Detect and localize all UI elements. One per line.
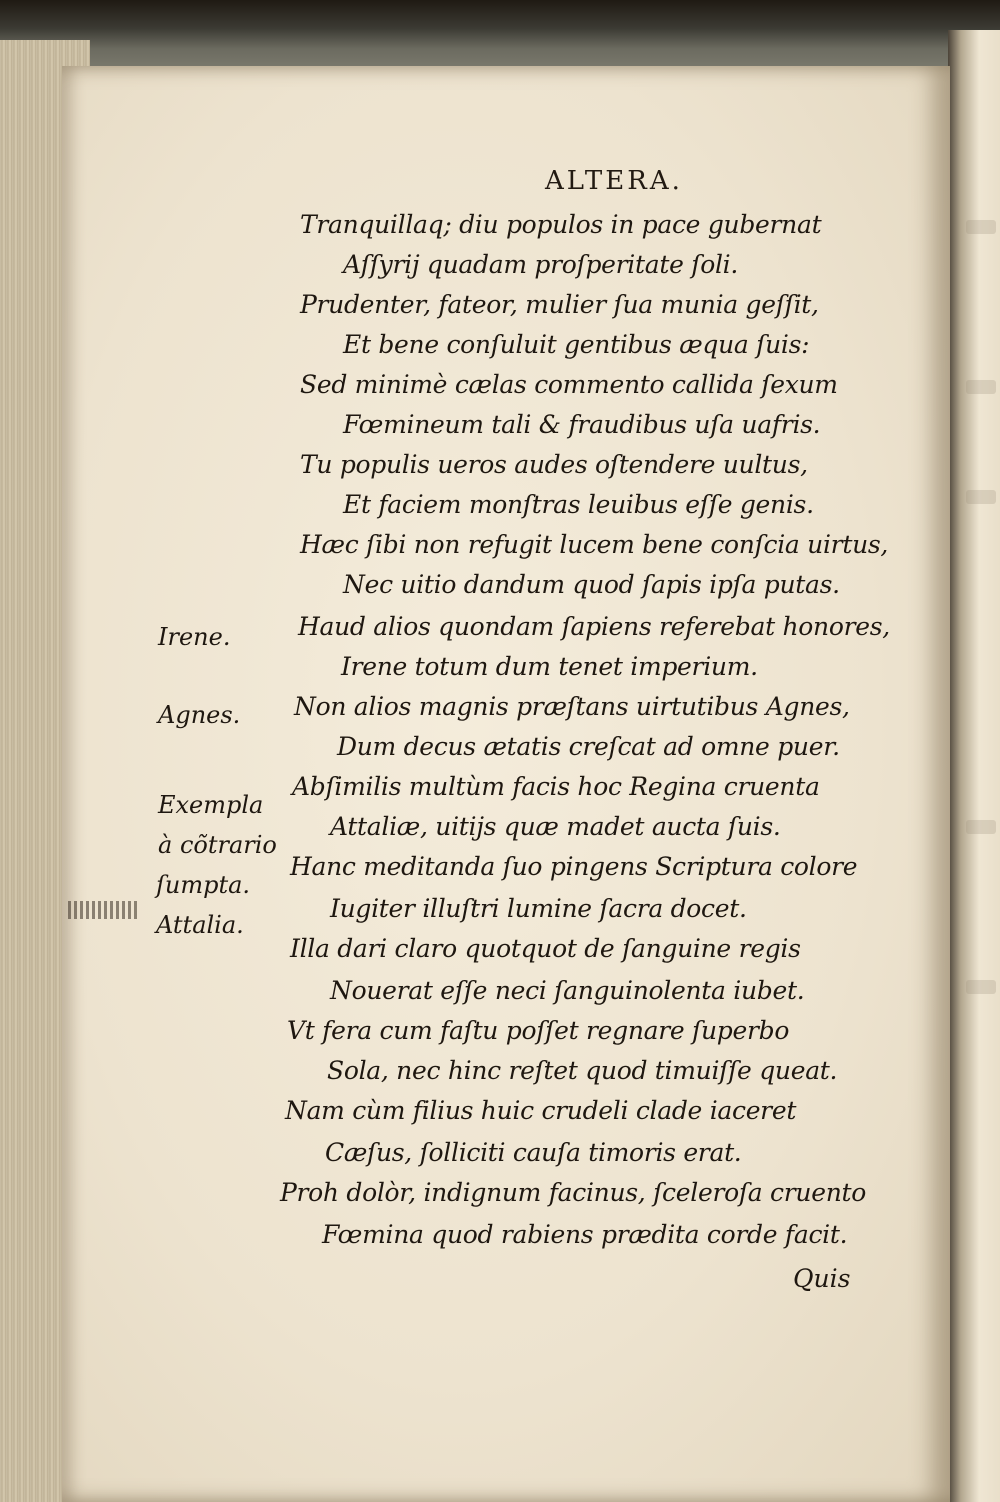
bleed-through-mark [966, 380, 996, 394]
facing-page-edge [948, 30, 1000, 1502]
margin-note: à cõtrario [158, 831, 277, 859]
verse-line: Attaliæ, uitijs quæ madet aucta ſuis. [330, 812, 781, 841]
margin-note: Agnes. [158, 701, 241, 729]
verse-line: Fœmina quod rabiens prædita corde facit. [322, 1220, 848, 1249]
bleed-through-mark [966, 980, 996, 994]
book-top-edge [0, 0, 1000, 70]
verse-line: Hanc meditanda ſuo pingens Scriptura colore [290, 852, 858, 881]
gutter-ink-mark [68, 901, 138, 919]
bleed-through-mark [966, 220, 996, 234]
catchword: Quis [793, 1264, 851, 1293]
verse-line: Et faciem monſtras leuibus eſſe genis. [343, 490, 814, 519]
verse-line: Non alios magnis præſtans uirtutibus Agnes, [294, 692, 850, 721]
verse-line: Fœmineum tali & fraudibus uſa uafris. [343, 410, 821, 439]
verse-line: Aſſyrij quadam proſperitate ſoli. [343, 250, 738, 279]
verse-line: Tu populis ueros audes oſtendere uultus, [300, 450, 808, 479]
running-head: ALTERA. [545, 166, 683, 196]
verse-line: Hæc ſibi non refugit lucem bene conſcia uirtus, [300, 530, 889, 559]
verse-line: Et bene conſuluit gentibus æqua ſuis: [343, 330, 810, 359]
verse-line: Iugiter illuſtri lumine ſacra docet. [330, 894, 747, 923]
bleed-through-mark [966, 490, 996, 504]
margin-note: ſumpta. [156, 871, 251, 899]
verse-line: Tranquillaq; diu populos in pace gubernat [300, 210, 822, 239]
margin-note: Irene. [158, 623, 231, 651]
margin-note: Attalia. [156, 911, 244, 939]
bleed-through-mark [966, 820, 996, 834]
margin-note: Exempla [158, 791, 264, 819]
verse-line: Nam cùm filius huic crudeli clade iaceret [285, 1096, 797, 1125]
verse-line: Irene totum dum tenet imperium. [341, 652, 758, 681]
verse-line: Prudenter, fateor, mulier ſua munia geſſit, [300, 290, 819, 319]
verse-line: Nouerat eſſe neci ſanguinolenta iubet. [330, 976, 805, 1005]
verse-line: Vt fera cum faſtu poſſet regnare ſuperbo [287, 1016, 790, 1045]
verse-line: Haud alios quondam ſapiens referebat honores, [298, 612, 890, 641]
verse-line: Abſimilis multùm facis hoc Regina cruenta [292, 772, 820, 801]
verse-line: Sola, nec hinc reſtet quod timuiſſe queat. [327, 1056, 838, 1085]
verse-line: Nec uitio dandum quod ſapis ipſa putas. [343, 570, 840, 599]
verse-line: Illa dari claro quotquot de ſanguine regis [290, 934, 801, 963]
verse-line: Sed minimè cælas commento callida ſexum [300, 370, 838, 399]
verse-line: Proh dolòr, indignum facinus, ſceleroſa cruento [280, 1178, 866, 1207]
verse-line: Dum decus ætatis creſcat ad omne puer. [337, 732, 840, 761]
verse-line: Cæſus, ſolliciti cauſa timoris erat. [325, 1138, 742, 1167]
